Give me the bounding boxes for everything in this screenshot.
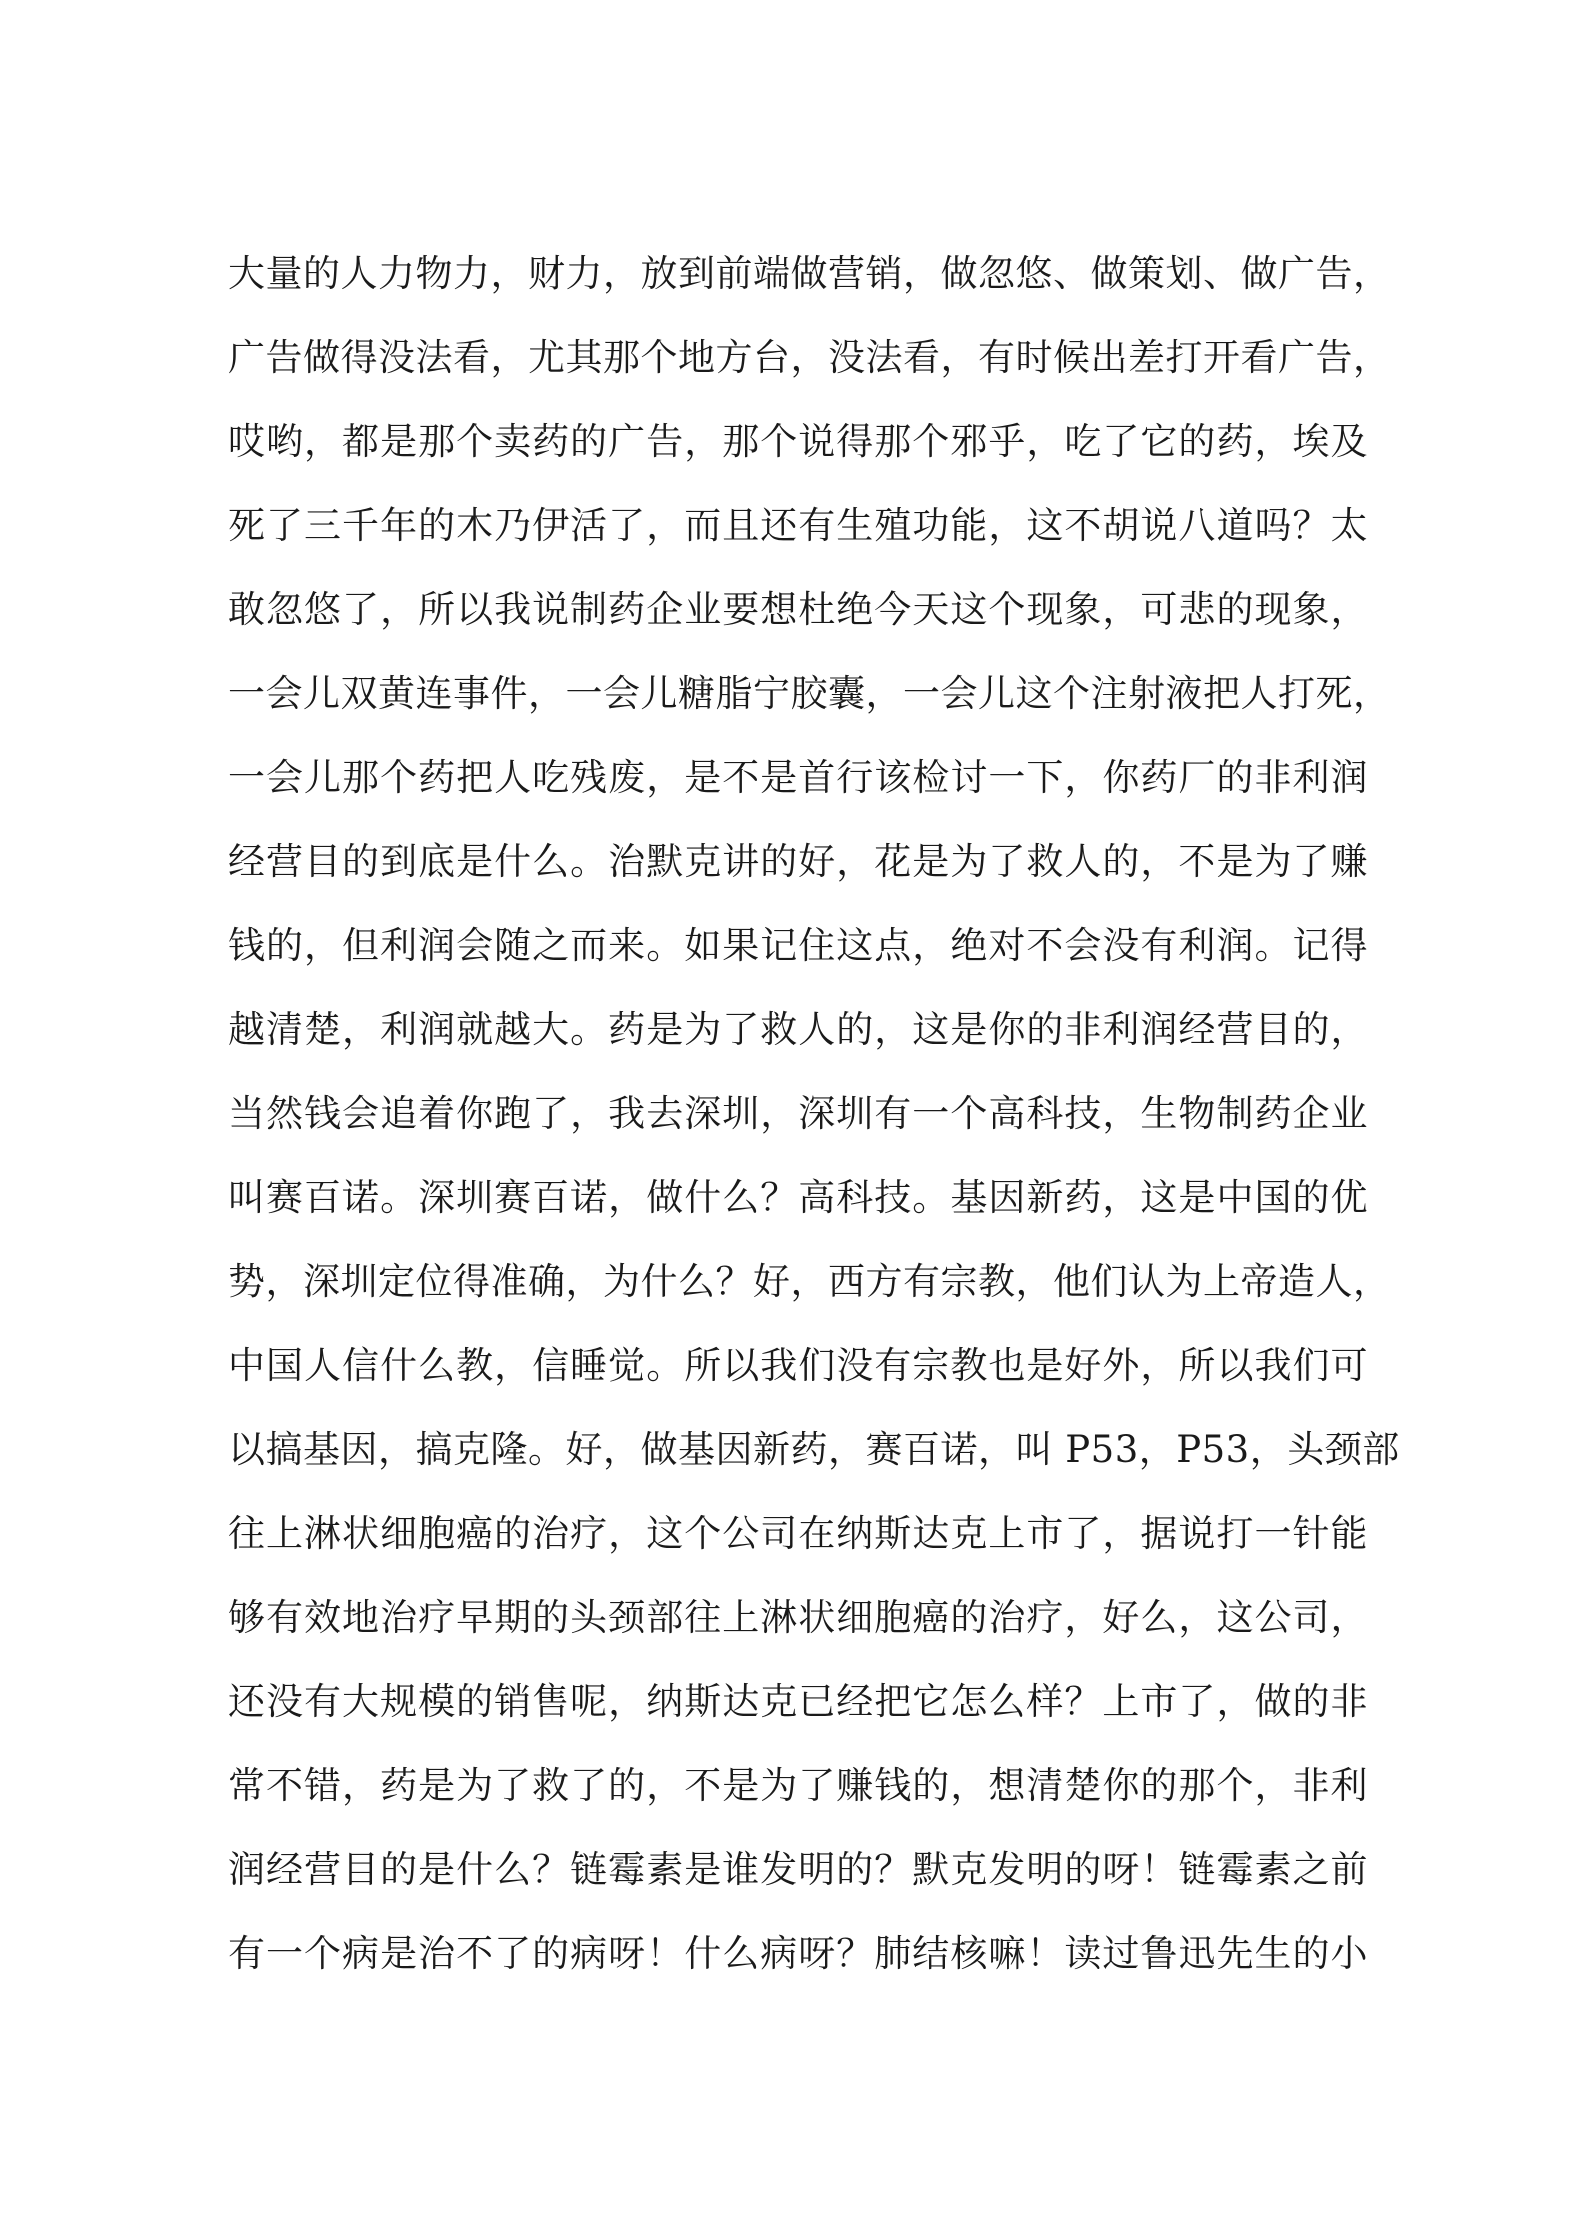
- text-line-1: 大量的人力物力，财力，放到前端做营销，做忽悠、做策划、做广告，: [228, 252, 1391, 295]
- text-line-17: 够有效地治疗早期的头颈部往上淋状细胞癌的治疗，好么，这公司，: [228, 1596, 1368, 1639]
- text-line-15: 以搞基因，搞克隆。好，做基因新药，赛百诺，叫 P53，P53，头颈部: [228, 1428, 1400, 1471]
- text-line-10: 越清楚，利润就越大。药是为了救人的，这是你的非利润经营目的，: [228, 1008, 1368, 1051]
- text-line-11: 当然钱会追着你跑了，我去深圳，深圳有一个高科技，生物制药企业: [228, 1092, 1368, 1135]
- text-line-19: 常不错，药是为了救了的，不是为了赚钱的，想清楚你的那个，非利: [228, 1764, 1368, 1807]
- text-line-7: 一会儿那个药把人吃残废，是不是首行该检讨一下，你药厂的非利润: [228, 756, 1368, 799]
- text-line-9: 钱的，但利润会随之而来。如果记住这点，绝对不会没有利润。记得: [228, 924, 1368, 967]
- text-line-12: 叫赛百诺。深圳赛百诺，做什么？高科技。基因新药，这是中国的优: [228, 1176, 1368, 1219]
- text-line-8: 经营目的到底是什么。治默克讲的好，花是为了救人的，不是为了赚: [228, 840, 1368, 883]
- body-text: [228, 244, 1400, 2008]
- text-line-16: 往上淋状细胞癌的治疗，这个公司在纳斯达克上市了，据说打一针能: [228, 1512, 1368, 1555]
- text-line-21: 有一个病是治不了的病呀！什么病呀？肺结核嘛！读过鲁迅先生的小: [228, 1932, 1368, 1975]
- text-line-4: 死了三千年的木乃伊活了，而且还有生殖功能，这不胡说八道吗？太: [228, 504, 1368, 547]
- text-line-6: 一会儿双黄连事件，一会儿糖脂宁胶囊，一会儿这个注射液把人打死，: [228, 672, 1391, 715]
- text-line-3: 哎哟，都是那个卖药的广告，那个说得那个邪乎，吃了它的药，埃及: [228, 420, 1368, 463]
- text-line-2: 广告做得没法看，尤其那个地方台，没法看，有时候出差打开看广告，: [228, 336, 1391, 379]
- text-line-14: 中国人信什么教，信睡觉。所以我们没有宗教也是好外，所以我们可: [228, 1344, 1368, 1387]
- text-line-13: 势，深圳定位得准确，为什么？好，西方有宗教，他们认为上帝造人，: [228, 1260, 1391, 1303]
- text-line-18: 还没有大规模的销售呢，纳斯达克已经把它怎么样？上市了，做的非: [228, 1680, 1368, 1723]
- text-line-20: 润经营目的是什么？链霉素是谁发明的？默克发明的呀！链霉素之前: [228, 1848, 1368, 1891]
- text-line-5: 敢忽悠了，所以我说制药企业要想杜绝今天这个现象，可悲的现象，: [228, 588, 1368, 631]
